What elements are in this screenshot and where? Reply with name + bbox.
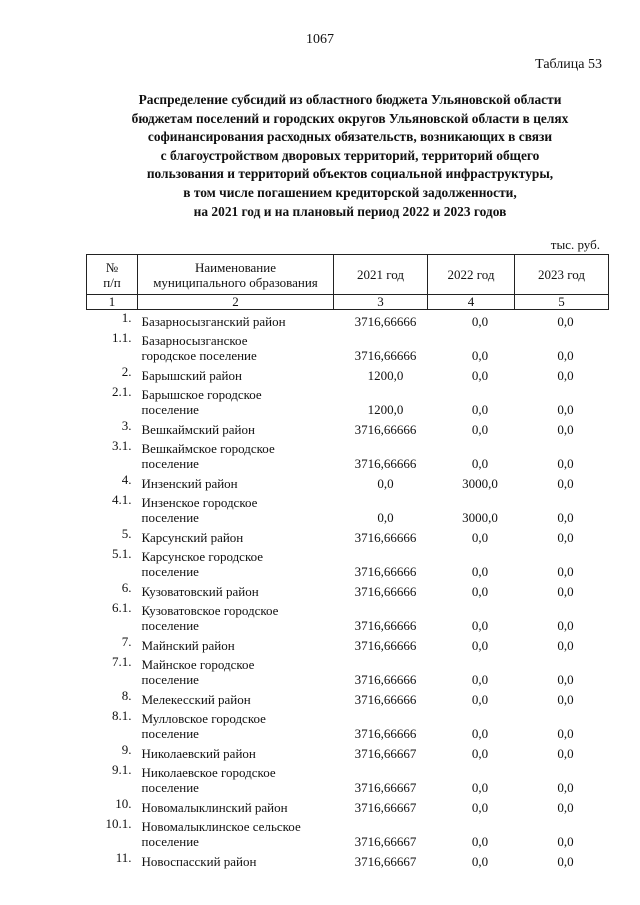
value-2023: 0,0 xyxy=(557,800,574,816)
header-2022: 2022 год xyxy=(428,255,515,295)
table-row xyxy=(87,796,609,816)
row-number: 6. xyxy=(121,580,132,595)
value-2023: 0,0 xyxy=(557,564,574,580)
row-number: 4.1. xyxy=(112,492,132,507)
value-2021: 3716,66666 xyxy=(354,456,417,472)
municipality-name-line: Майнский район xyxy=(141,638,235,654)
value-2023: 0,0 xyxy=(557,348,574,364)
table-row xyxy=(87,418,609,438)
municipality-name xyxy=(138,364,334,384)
value-2023: 0,0 xyxy=(557,834,574,850)
value-2022: 0,0 xyxy=(471,854,489,870)
value-2021: 3716,66666 xyxy=(354,314,417,330)
value-2021: 3716,66666 xyxy=(354,692,417,708)
value-2022: 0,0 xyxy=(471,456,489,472)
municipality-name xyxy=(138,310,334,331)
value-2023: 0,0 xyxy=(557,618,574,634)
row-number: 6.1. xyxy=(112,600,132,615)
column-number-row xyxy=(87,295,609,310)
municipality-name xyxy=(138,634,334,654)
value-2022: 0,0 xyxy=(471,780,489,796)
value-2023: 0,0 xyxy=(557,402,574,418)
value-2023: 0,0 xyxy=(557,368,574,384)
table-row xyxy=(87,816,609,850)
row-number: 8.1. xyxy=(112,708,132,723)
value-2021: 3716,66666 xyxy=(354,530,417,546)
municipality-name-line: Кузоватовское городское xyxy=(141,602,279,618)
value-2021: 1200,0 xyxy=(367,368,404,384)
municipality-name-line: Николаевский район xyxy=(141,746,256,762)
value-2022: 0,0 xyxy=(471,530,489,546)
municipality-name xyxy=(138,708,334,742)
table-body xyxy=(87,310,609,871)
value-2021: 3716,66666 xyxy=(354,726,417,742)
column-number: 4 xyxy=(428,295,515,310)
page-number: 1067 xyxy=(306,32,334,47)
value-2022: 0,0 xyxy=(471,746,489,762)
table-row xyxy=(87,850,609,870)
column-number: 3 xyxy=(334,295,428,310)
value-2023: 0,0 xyxy=(557,854,574,870)
value-2021: 3716,66667 xyxy=(354,854,417,870)
value-2021: 3716,66666 xyxy=(354,422,417,438)
row-number: 10. xyxy=(115,796,132,811)
municipality-name xyxy=(138,762,334,796)
value-2022: 3000,0 xyxy=(462,510,498,526)
municipality-name-line: Новоспасский район xyxy=(141,854,257,870)
unit-label: тыс. руб. xyxy=(550,237,600,252)
value-2022: 0,0 xyxy=(471,314,489,330)
municipality-name-line: поселение xyxy=(141,618,199,634)
municipality-name-line: Николаевское городское xyxy=(141,764,276,780)
municipality-name xyxy=(138,526,334,546)
table-row xyxy=(87,600,609,634)
row-number: 9.1. xyxy=(112,762,132,777)
title-line: на 2021 год и на плановый период 2022 и 2023 годов xyxy=(193,203,507,219)
municipality-name xyxy=(138,850,334,870)
value-2021: 3716,66666 xyxy=(354,638,417,654)
municipality-name-line: Инзенское городское xyxy=(141,494,258,510)
table-row xyxy=(87,762,609,796)
value-2021: 1200,0 xyxy=(367,402,404,418)
value-2023: 0,0 xyxy=(557,638,574,654)
value-2022: 0,0 xyxy=(471,834,489,850)
municipality-name-line: Новомалыклинский район xyxy=(141,800,288,816)
value-2021: 3716,66667 xyxy=(354,746,417,762)
municipality-name xyxy=(138,688,334,708)
value-2022: 0,0 xyxy=(471,638,489,654)
value-2023: 0,0 xyxy=(557,530,574,546)
municipality-name-line: Мулловское городское xyxy=(141,710,266,726)
value-2023: 0,0 xyxy=(557,780,574,796)
value-2022: 0,0 xyxy=(471,672,489,688)
value-2021: 3716,66667 xyxy=(354,780,417,796)
municipality-name xyxy=(138,654,334,688)
municipality-name-line: Базарносызганский район xyxy=(141,314,286,330)
value-2021: 0,0 xyxy=(377,510,394,526)
row-number: 5. xyxy=(121,526,132,541)
table-row xyxy=(87,688,609,708)
table-row xyxy=(87,364,609,384)
municipality-name-line: Майнское городское xyxy=(141,656,255,672)
row-number: 1.1. xyxy=(112,330,132,345)
municipality-name xyxy=(138,472,334,492)
table-row xyxy=(87,472,609,492)
value-2022: 0,0 xyxy=(471,422,489,438)
row-number: 9. xyxy=(121,742,132,757)
value-2022: 0,0 xyxy=(471,368,489,384)
municipality-name-line: поселение xyxy=(141,402,199,418)
value-2022: 0,0 xyxy=(471,618,489,634)
value-2023: 0,0 xyxy=(557,456,574,472)
value-2023: 0,0 xyxy=(557,726,574,742)
municipality-name xyxy=(138,600,334,634)
table-row xyxy=(87,742,609,762)
value-2021: 3716,66666 xyxy=(354,618,417,634)
table-row xyxy=(87,492,609,526)
municipality-name-line: поселение xyxy=(141,564,199,580)
value-2022: 0,0 xyxy=(471,348,489,364)
header-name-line: Наименование xyxy=(195,259,276,275)
municipality-name-line: городское поселение xyxy=(141,348,257,364)
table-row xyxy=(87,654,609,688)
column-number: 2 xyxy=(138,295,334,310)
value-2022: 0,0 xyxy=(471,402,489,418)
value-2022: 0,0 xyxy=(471,564,489,580)
table-row xyxy=(87,546,609,580)
header-name xyxy=(138,255,334,295)
municipality-name-line: поселение xyxy=(141,726,199,742)
table-row xyxy=(87,310,609,331)
municipality-name xyxy=(138,384,334,418)
column-number: 1 xyxy=(87,295,138,310)
value-2021: 3716,66667 xyxy=(354,834,417,850)
municipality-name xyxy=(138,742,334,762)
title-line: пользования и территорий объектов социальной инфраструктуры, xyxy=(146,166,554,182)
header-2021: 2021 год xyxy=(334,255,428,295)
value-2023: 0,0 xyxy=(557,746,574,762)
row-number: 3.1. xyxy=(112,438,132,453)
table-row xyxy=(87,708,609,742)
value-2022: 0,0 xyxy=(471,726,489,742)
municipality-name xyxy=(138,816,334,850)
row-number: 1. xyxy=(121,310,132,325)
row-number: 3. xyxy=(121,418,132,433)
municipality-name xyxy=(138,330,334,364)
table-row xyxy=(87,634,609,654)
value-2022: 0,0 xyxy=(471,692,489,708)
value-2022: 0,0 xyxy=(471,584,489,600)
column-number: 5 xyxy=(515,295,609,310)
municipality-name-line: Вешкаймское городское xyxy=(141,440,275,456)
value-2021: 3716,66666 xyxy=(354,672,417,688)
municipality-name-line: Барышское городское xyxy=(141,386,262,402)
value-2022: 0,0 xyxy=(471,800,489,816)
municipality-name-line: поселение xyxy=(141,510,199,526)
value-2023: 0,0 xyxy=(557,584,574,600)
municipality-name-line: поселение xyxy=(141,780,199,796)
value-2021: 3716,66667 xyxy=(354,800,417,816)
table-row xyxy=(87,526,609,546)
municipality-name-line: Инзенский район xyxy=(141,476,238,492)
municipality-name xyxy=(138,580,334,600)
row-number: 8. xyxy=(121,688,132,703)
table-row xyxy=(87,330,609,364)
value-2023: 0,0 xyxy=(557,692,574,708)
municipality-name-line: Базарносызганское xyxy=(141,332,248,348)
row-number: 2.1. xyxy=(112,384,132,399)
document-title xyxy=(90,91,610,221)
value-2023: 0,0 xyxy=(557,510,574,526)
value-2023: 0,0 xyxy=(557,672,574,688)
table-label: Таблица 53 xyxy=(535,57,602,72)
row-number: 4. xyxy=(121,472,132,487)
municipality-name xyxy=(138,418,334,438)
municipality-name xyxy=(138,438,334,472)
value-2023: 0,0 xyxy=(557,476,574,492)
municipality-name-line: Новомалыклинское сельское xyxy=(141,818,301,834)
value-2021: 3716,66666 xyxy=(354,564,417,580)
municipality-name-line: Вешкаймский район xyxy=(141,422,255,438)
title-line: софинансирования расходных обязательств, возникающих в связи xyxy=(147,129,553,145)
municipality-name xyxy=(138,796,334,816)
row-number: 5.1. xyxy=(112,546,132,561)
value-2022: 3000,0 xyxy=(462,476,498,492)
value-2021: 3716,66666 xyxy=(354,348,417,364)
value-2023: 0,0 xyxy=(557,422,574,438)
table-row xyxy=(87,580,609,600)
value-2023: 0,0 xyxy=(557,314,574,330)
municipality-name-line: Карсунское городское xyxy=(141,548,264,564)
municipality-name-line: поселение xyxy=(141,834,199,850)
title-line: Распределение субсидий из областного бюджета Ульяновской области xyxy=(138,92,562,107)
title-line: в том числе погашением кредиторской задолженности, xyxy=(183,184,517,200)
municipality-name-line: поселение xyxy=(141,456,199,472)
table-row xyxy=(87,438,609,472)
value-2021: 3716,66666 xyxy=(354,584,417,600)
header-number xyxy=(87,255,138,295)
subsidy-table xyxy=(86,254,609,870)
row-number: 11. xyxy=(115,850,132,865)
title-line: бюджетам поселений и городских округов Ульяновской области в целях xyxy=(131,110,569,126)
row-number: 7.1. xyxy=(112,654,132,669)
header-number-line: № xyxy=(105,259,119,275)
row-number: 7. xyxy=(121,634,132,649)
municipality-name-line: Кузоватовский район xyxy=(141,584,259,600)
value-2021: 0,0 xyxy=(377,476,394,492)
table-row xyxy=(87,384,609,418)
header-2023: 2023 год xyxy=(515,255,609,295)
municipality-name xyxy=(138,546,334,580)
municipality-name-line: Мелекесский район xyxy=(141,692,251,708)
municipality-name-line: Карсунский район xyxy=(141,530,244,546)
header-number-line: п/п xyxy=(103,274,121,290)
header-row xyxy=(87,255,609,295)
row-number: 2. xyxy=(121,364,132,379)
title-line: с благоустройством дворовых территорий, территорий общего xyxy=(160,147,540,163)
header-name-line: муниципального образования xyxy=(153,274,318,290)
row-number: 10.1. xyxy=(105,816,132,831)
municipality-name-line: поселение xyxy=(141,672,199,688)
municipality-name xyxy=(138,492,334,526)
municipality-name-line: Барышский район xyxy=(141,368,242,384)
